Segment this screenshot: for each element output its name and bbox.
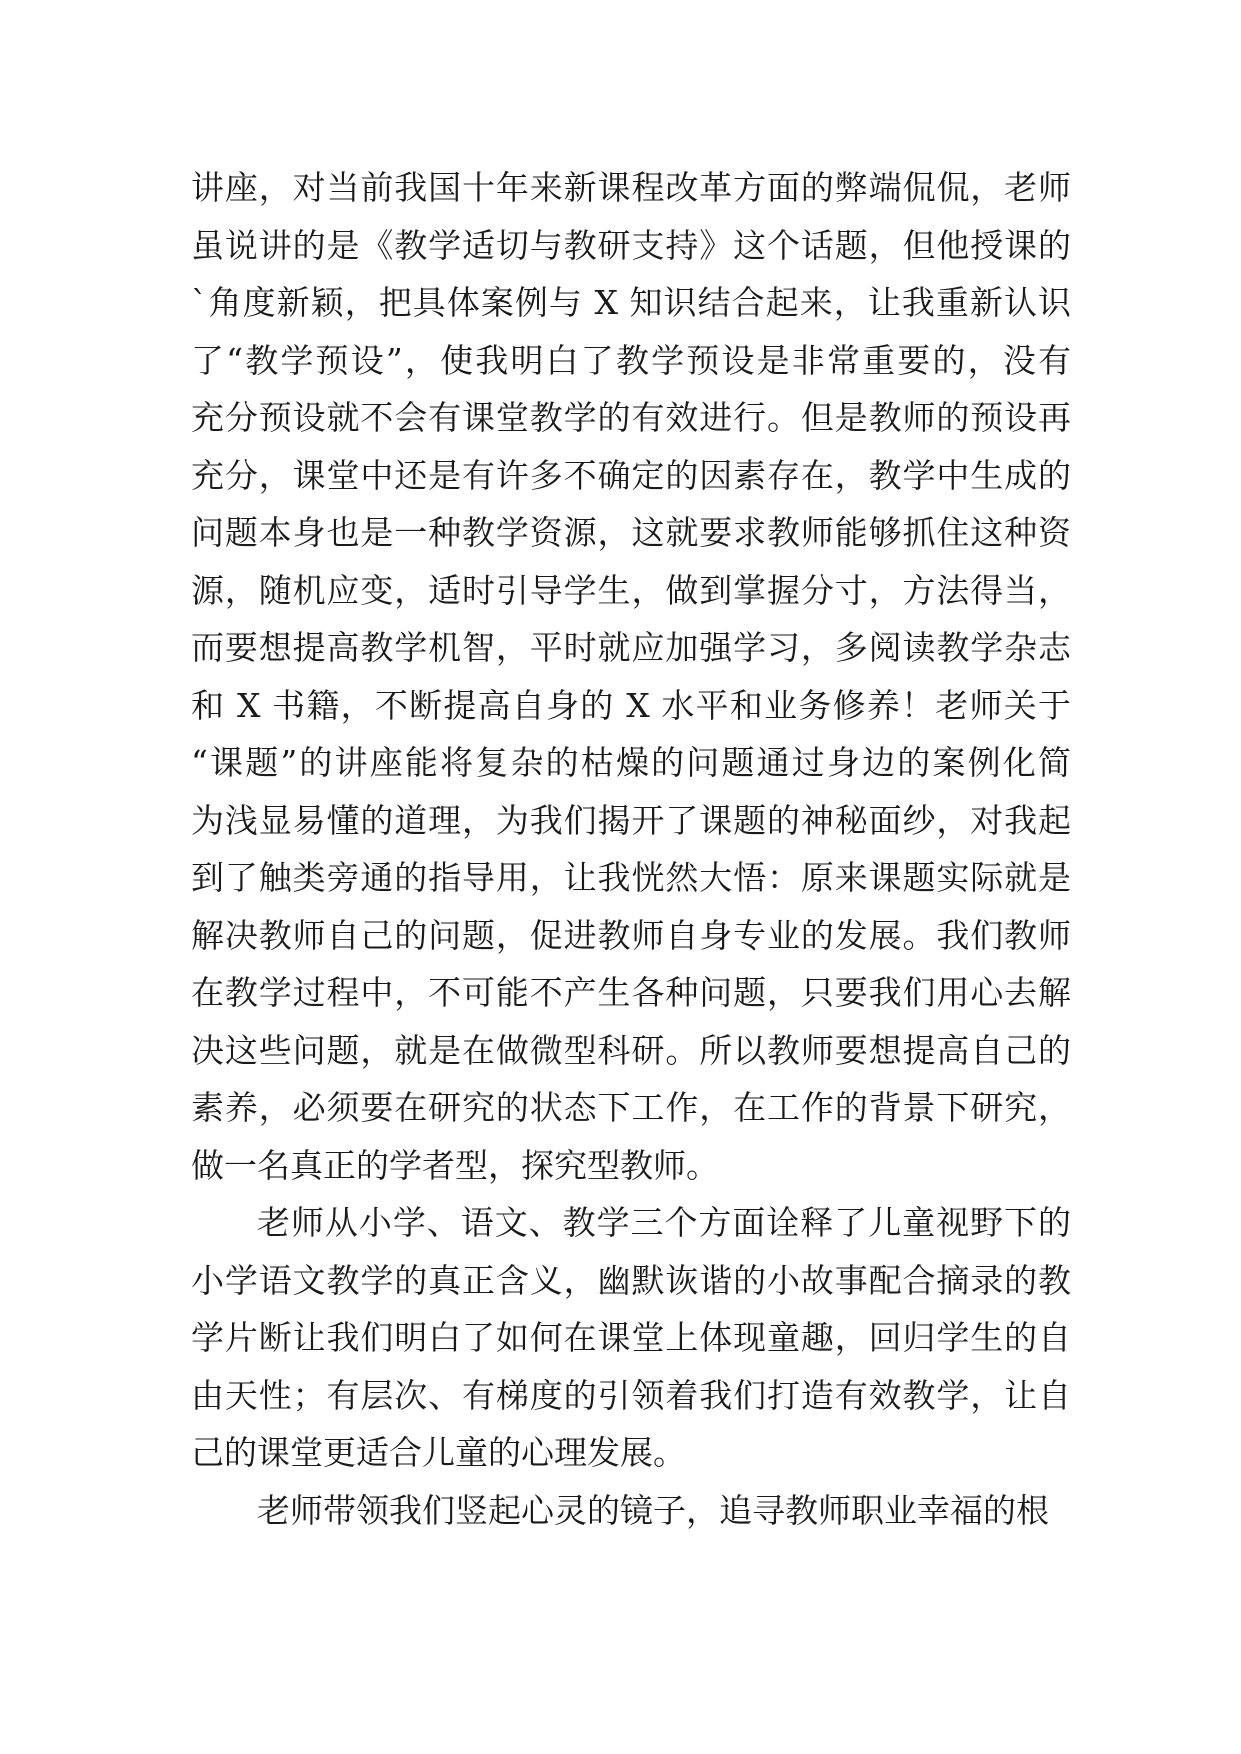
text-line: 到了触类旁通的指导用，让我恍然大悟：原来课题实际就是 [191,858,1071,897]
text-line: 己的课堂更适合儿童的心理发展。 [191,1433,686,1472]
text-line: 和 X 书籍，不断提高自身的 X 水平和业务修养！老师关于 [191,685,1071,725]
paragraph [191,159,1071,1194]
text-line: 在教学过程中，不可能不产生各种问题，只要我们用心去解 [191,973,1071,1012]
text-line: 做一名真正的学者型，探究型教师。 [191,1145,719,1185]
text-line: 由天性；有层次、有梯度的引领着我们打造有效教学，让自 [191,1375,1071,1415]
text-line: 为浅显易懂的道理，为我们揭开了课题的神秘面纱，对我起 [191,800,1071,840]
text-line: 而要想提高教学机智，平时就应加强学习，多阅读教学杂志 [191,628,1071,667]
text-line: `角度新颖，把具体案例与 X 知识结合起来，让我重新认识 [191,283,1071,322]
text-line: 充分预设就不会有课堂教学的有效进行。但是教师的预设再 [191,398,1071,437]
text-line: 老师带领我们竖起心灵的镜子，追寻教师职业幸福的根 [257,1490,1049,1530]
text-line: “课题”的讲座能将复杂的枯燥的问题通过身边的案例化简 [191,743,1071,782]
text-line: 学片断让我们明白了如何在课堂上体现童趣，回归学生的自 [191,1318,1071,1357]
text-line: 源，随机应变，适时引导学生，做到掌握分寸，方法得当， [191,570,1071,610]
text-line: 决这些问题，就是在做微型科研。所以教师要想提高自己的 [191,1030,1071,1070]
text-line: 讲座，对当前我国十年来新课程改革方面的弊端侃侃，老师 [191,168,1071,207]
document-body [191,159,1071,1539]
text-line: 问题本身也是一种教学资源，这就要求教师能够抓住这种资 [191,513,1071,552]
paragraph [191,1194,1071,1482]
text-line: 了“教学预设”，使我明白了教学预设是非常重要的，没有 [191,340,1071,380]
text-line: 老师从小学、语文、教学三个方面诠释了儿童视野下的 [257,1203,1071,1242]
text-line: 小学语文教学的真正含义，幽默诙谐的小故事配合摘录的教 [191,1260,1071,1300]
text-line: 解决教师自己的问题，促进教师自身专业的发展。我们教师 [191,915,1071,955]
text-line: 虽说讲的是《教学适切与教研支持》这个话题，但他授课的 [191,225,1071,265]
text-line: 素养，必须要在研究的状态下工作，在工作的背景下研究， [191,1088,1071,1127]
paragraph [191,1482,1071,1540]
text-line: 充分，课堂中还是有许多不确定的因素存在，教学中生成的 [191,455,1071,495]
